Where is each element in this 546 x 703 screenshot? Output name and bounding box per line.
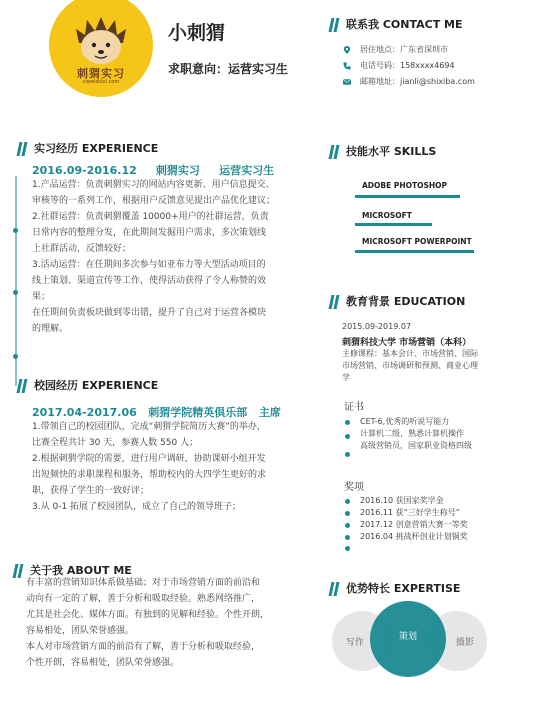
contact-email: 邮箱地址：jianli@shixiba.com	[360, 77, 475, 86]
list-bullet	[345, 511, 350, 516]
list-bullet	[345, 420, 350, 425]
contact-phone: 电话号码：158xxxx4694	[360, 61, 455, 70]
skill-label: ADOBE PHOTOSHOP	[362, 181, 448, 190]
logo	[49, 0, 153, 97]
skill-label: MICROSOFT POWERPOINT	[362, 237, 472, 246]
award-item: 2016.11 获“三好学生称号”	[360, 508, 460, 517]
timeline-dot	[13, 354, 18, 359]
about-title: 关于我 ABOUT ME	[14, 562, 132, 578]
candidate-name: 小刺猬	[168, 22, 226, 44]
skills-title: 技能水平 SKILLS	[330, 143, 436, 159]
campus-title: 校园经历 EXPERIENCE	[18, 377, 158, 393]
skill-label: MICROSOFT	[362, 211, 412, 220]
phone-icon	[343, 62, 351, 70]
about-body: 有丰富的营销知识体系做基础；对于市场营销方面的前沿和 动向有一定的了解，善于分析和吸取经验。熟悉网络推广， 尤其是社会化、媒体方面。有独到的见解和经验。个性开朗， 容易相处，团队荣誉感强。 本人对市场营销方面的前沿有了解，善于分析和吸取经验， 个性开朗，容易相处，团队荣誉感强。	[26, 578, 270, 668]
experience-title: 实习经历 EXPERIENCE	[18, 140, 158, 156]
expertise-photography: 摄影	[427, 611, 487, 671]
education-period: 2015.09-2019.07	[342, 322, 412, 331]
logo-text: 刺猬实习	[77, 67, 125, 80]
skill-bar	[355, 223, 432, 226]
education-school: 刺猬科技大学 市场营销（本科）	[342, 338, 472, 348]
skill-bar	[355, 195, 460, 198]
contact-title: 联系我 CONTACT ME	[330, 16, 463, 32]
contact-location: 居住地点：广东省深圳市	[360, 45, 448, 54]
list-bullet	[345, 546, 350, 551]
job-objective: 求职意向：运营实习生	[168, 62, 289, 76]
cert-title: 证书	[344, 402, 364, 413]
campus-heading: 2017.04-2017.06 刺猬学院精英俱乐部 主席	[32, 406, 281, 419]
skill-bar	[355, 250, 474, 253]
expertise-planning: 策划	[370, 601, 446, 677]
award-title: 奖项	[344, 482, 364, 493]
experience-body: 1.产品运营：负责刺猬实习的网站内容更新、用户信息提交、 审核等的一系列工作，根据用户反馈意见提出产品优化建议； 2.社群运营：负责刺猬覆盖 10000+用户的社群运营，负责 日常内容的整理分发，在此期间发掘用户需求，多次策划线 上社群活动，反馈较好； 3.活动运营：在任期间多次参与如亚布力等大型活动项目的 线上策划、渠道宣传等工作，使得活动获得了令人称赞的效 果； 在任期间负责板块做到零出错，提升了自己对于运营各模块 的理解。	[32, 180, 276, 334]
experience-heading: 2016.09-2016.12 刺猬实习 运营实习生	[32, 164, 275, 177]
timeline-dot	[13, 290, 18, 295]
award-item: 2016.04 挑战杯创业计划铜奖	[360, 532, 468, 541]
award-item: 2016.10 获国家奖学金	[360, 496, 444, 505]
education-courses: 主修课程：基本会计、市场营销、国际 市场营销、市场调研和预测、商业心理 学	[342, 349, 478, 382]
logo-subtext: ciweishixi.com	[82, 79, 120, 85]
timeline-dot	[13, 228, 18, 233]
cert-item: 高级营销员，国家职业资格四级	[360, 441, 472, 450]
education-title: 教育背景 EDUCATION	[330, 293, 465, 309]
list-bullet	[345, 523, 350, 528]
award-item: 2017.12 创意营销大赛一等奖	[360, 520, 468, 529]
campus-body: 1.带领自己的校园团队，完成“刺猬学院简历大赛”的举办， 比赛全程共计 30 天，参赛人数 550 人； 2.根据刺猬学院的需要，进行用户调研，协助课研小组开发 出短频快的求职课程和服务，帮助校内的大四学生更好的求 职，获得了学生的一致好评； 3.从 0-1 拓展了校园团队，成立了自己的领导班子；	[32, 422, 267, 512]
list-bullet	[345, 452, 350, 457]
cert-item: CET-6,优秀的听说写能力	[360, 417, 450, 426]
email-icon	[343, 78, 351, 86]
cert-item: 计算机二级，熟悉计算机操作	[360, 429, 464, 438]
expertise-title: 优势特长 EXPERTISE	[330, 580, 460, 596]
location-icon	[343, 46, 351, 54]
expertise-writing: 写作	[332, 611, 392, 671]
list-bullet	[345, 499, 350, 504]
list-bullet	[345, 535, 350, 540]
list-bullet	[345, 434, 350, 439]
